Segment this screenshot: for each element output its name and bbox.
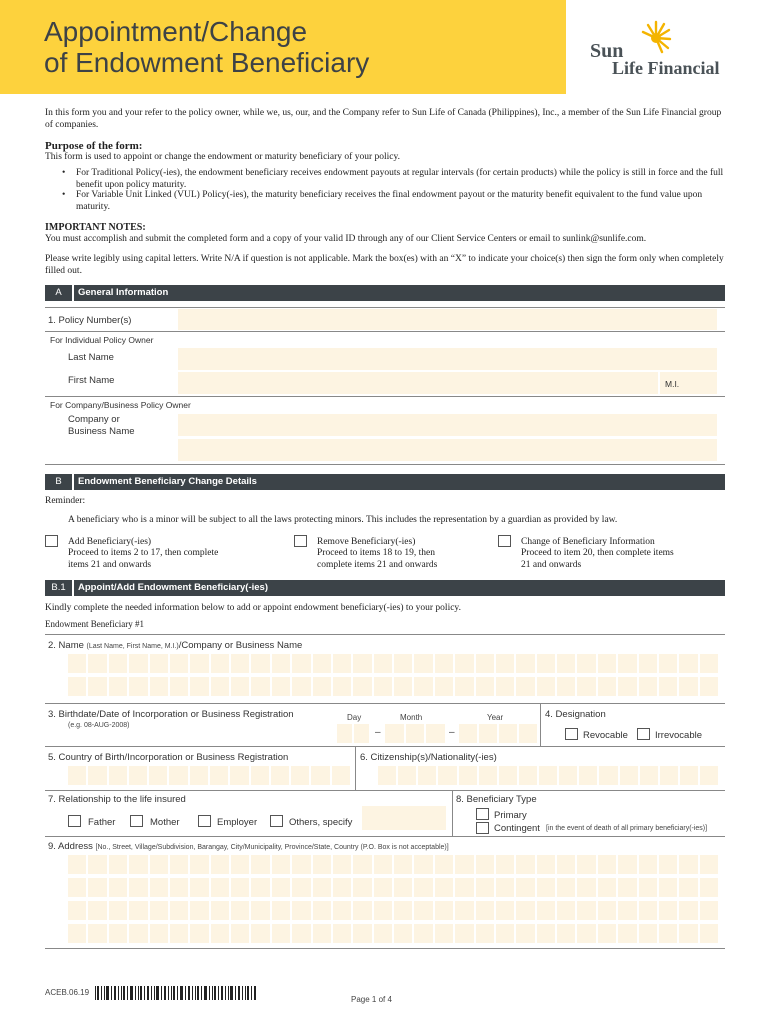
reminder-label: Reminder: — [45, 496, 86, 506]
revocable-label: Revocable — [583, 730, 628, 741]
bullet-dot-1: • — [62, 168, 66, 178]
add-text-1: Proceed to items 2 to 17, then complete — [68, 548, 219, 558]
q8-label: 8. Beneficiary Type — [456, 794, 537, 805]
section-a-label: General Information — [78, 287, 169, 298]
address-row-2[interactable] — [68, 878, 718, 897]
q4-label: 4. Designation — [545, 709, 606, 720]
purpose-text: This form is used to appoint or change the endowment or maturity beneficiary of your policy. — [45, 152, 401, 162]
add-beneficiary-checkbox[interactable] — [45, 535, 58, 547]
title-line-2: of Endowment Beneficiary — [44, 47, 370, 78]
first-name-field[interactable] — [178, 372, 658, 394]
section-a-bar — [45, 285, 725, 301]
employer-label: Employer — [217, 817, 258, 828]
logo-lf-text: Life Financial — [612, 58, 720, 78]
dash-1: – — [375, 727, 381, 738]
bullet-dot-2: • — [62, 190, 66, 200]
page-number: Page 1 of 4 — [351, 995, 392, 1004]
mother-checkbox[interactable] — [130, 815, 143, 827]
purpose-heading: Purpose of the form: — [45, 140, 143, 152]
remove-text-2: complete items 21 and onwards — [317, 560, 438, 570]
year-field[interactable] — [459, 724, 537, 743]
title-line-1: Appointment/Change — [44, 16, 308, 47]
divider — [45, 634, 725, 635]
primary-checkbox[interactable] — [476, 808, 489, 820]
name-field-row-2[interactable] — [68, 677, 718, 696]
change-text-1: Proceed to item 20, then complete items — [521, 548, 674, 558]
add-text-2: items 21 and onwards — [68, 560, 152, 570]
section-b1-letter: B.1 — [51, 582, 66, 593]
q9-small-label: [No., Street, Village/Subdivision, Barangay, City/Municipality, Province/State, Country (P.O. Box is not acceptable)] — [95, 844, 449, 851]
section-b1-bar — [45, 580, 725, 596]
month-field[interactable] — [385, 724, 445, 743]
day-field[interactable] — [337, 724, 369, 743]
q3-label: 3. Birthdate/Date of Incorporation or Business Registration — [48, 709, 294, 720]
citizenship-field[interactable] — [378, 766, 718, 785]
father-checkbox[interactable] — [68, 815, 81, 827]
section-b1-label: Appoint/Add Endowment Beneficiary(-ies) — [78, 582, 269, 593]
policy-number-label: 1. Policy Number(s) — [48, 315, 132, 326]
dash-2: – — [449, 727, 455, 738]
irrevocable-label: Irrevocable — [655, 730, 702, 741]
divider — [355, 746, 356, 790]
individual-owner-label: For Individual Policy Owner — [50, 335, 154, 345]
day-label: Day — [347, 713, 362, 722]
q2-number-label: 2. Name — [48, 640, 84, 651]
revocable-checkbox[interactable] — [565, 728, 578, 740]
section-a-letter: A — [55, 287, 62, 298]
first-name-label: First Name — [68, 375, 115, 386]
divider — [45, 307, 725, 308]
q7-label: 7. Relationship to the life insured — [48, 794, 186, 805]
change-info-checkbox[interactable] — [498, 535, 511, 547]
divider — [45, 948, 725, 949]
minor-text: A beneficiary who is a minor will be subject to all the laws protecting minors. This includes the representation by a guardian as provided by law. — [68, 515, 618, 525]
logo-sun-text: Sun — [590, 40, 624, 62]
contingent-label: Contingent — [494, 823, 540, 834]
divider — [45, 396, 725, 397]
q9-number-label: 9. Address — [48, 841, 93, 852]
last-name-field[interactable] — [178, 348, 717, 370]
company-label-2: Business Name — [68, 426, 135, 437]
contingent-checkbox[interactable] — [476, 822, 489, 834]
divider — [45, 836, 725, 837]
divider — [45, 703, 725, 704]
divider — [45, 746, 725, 747]
mother-label: Mother — [150, 817, 180, 828]
address-row-3[interactable] — [68, 901, 718, 920]
purpose-bullet-1: For Traditional Policy(-ies), the endowment beneficiary receives endowment payouts at regular intervals (for certain products) while the policy is still in force and the full benefit upon policy maturity. — [76, 168, 724, 190]
intro-text: In this form you and your refer to the policy owner, while we, us, our, and the Company refer to Sun Life of Canada (Philippines), Inc., a member of the Sun Life Financial group of companies. — [45, 108, 722, 130]
change-text-2: 21 and onwards — [521, 560, 582, 570]
address-row-4[interactable] — [68, 924, 718, 943]
policy-number-field[interactable] — [178, 309, 717, 330]
form-title — [44, 16, 369, 78]
barcode-icon — [95, 986, 257, 1000]
sun-logo-icon — [638, 18, 672, 58]
company-name-field-1[interactable] — [178, 414, 717, 436]
mi-label: M.I. — [665, 379, 680, 389]
q2-rest-label: /Company or Business Name — [178, 640, 303, 651]
notes-heading: IMPORTANT NOTES: — [45, 222, 146, 233]
father-label: Father — [88, 817, 116, 828]
employer-checkbox[interactable] — [198, 815, 211, 827]
q2-small-label: (Last Name, First Name, M.I.) — [86, 643, 179, 650]
q6-label: 6. Citizenship(s)/Nationality(-ies) — [360, 752, 497, 763]
q9-label — [48, 841, 449, 852]
last-name-label: Last Name — [68, 352, 114, 363]
kindly-text: Kindly complete the needed information below to add or appoint endowment beneficiary(-ies) to your policy. — [45, 603, 461, 613]
contingent-note: [in the event of death of all primary beneficiary(-ies)] — [546, 825, 708, 832]
remove-beneficiary-checkbox[interactable] — [294, 535, 307, 547]
primary-label: Primary — [494, 810, 527, 821]
form-code: ACEB.06.19 — [45, 988, 90, 997]
others-checkbox[interactable] — [270, 815, 283, 827]
notes-text-1: You must accomplish and submit the completed form and a copy of your valid ID through any of our Client Service Centers or email to sunlink@sunlife.com. — [45, 234, 647, 244]
company-name-field-2[interactable] — [178, 439, 717, 461]
section-b-bar — [45, 474, 725, 490]
address-row-1[interactable] — [68, 855, 718, 874]
purpose-bullet-2: For Variable Unit Linked (VUL) Policy(-ies), the maturity beneficiary receives the final endowment payout or the maturity benefit equivalent to the fund value upon maturity. — [76, 190, 703, 212]
others-specify-field[interactable] — [362, 806, 446, 830]
name-field-row-1[interactable] — [68, 654, 718, 673]
divider — [540, 703, 541, 746]
q2-label — [48, 640, 302, 651]
company-label-1: Company or — [68, 414, 120, 425]
notes-text-2: Please write legibly using capital letters. Write N/A if question is not applicable. Mark the box(es) with an “X” to indicate your choice(s) then sign the form only when completely filled out. — [45, 254, 724, 276]
business-owner-label: For Company/Business Policy Owner — [50, 400, 191, 410]
add-title: Add Beneficiary(-ies) — [68, 537, 152, 547]
section-b-label: Endowment Beneficiary Change Details — [78, 476, 257, 487]
month-label: Month — [400, 713, 423, 722]
remove-title: Remove Beneficiary(-ies) — [317, 537, 416, 547]
divider — [452, 790, 453, 836]
change-title: Change of Beneficiary Information — [521, 537, 655, 547]
year-label: Year — [487, 713, 504, 722]
irrevocable-checkbox[interactable] — [637, 728, 650, 740]
country-field[interactable] — [68, 766, 350, 785]
section-b-letter: B — [55, 476, 62, 487]
q3-example: (e.g. 08-AUG-2008) — [68, 722, 130, 729]
q5-label: 5. Country of Birth/Incorporation or Business Registration — [48, 752, 289, 763]
others-label: Others, specify — [289, 817, 353, 828]
divider — [45, 790, 725, 791]
divider — [45, 464, 725, 465]
divider — [45, 331, 725, 332]
remove-text-1: Proceed to items 18 to 19, then — [317, 548, 435, 558]
beneficiary-1-heading: Endowment Beneficiary #1 — [45, 619, 144, 629]
